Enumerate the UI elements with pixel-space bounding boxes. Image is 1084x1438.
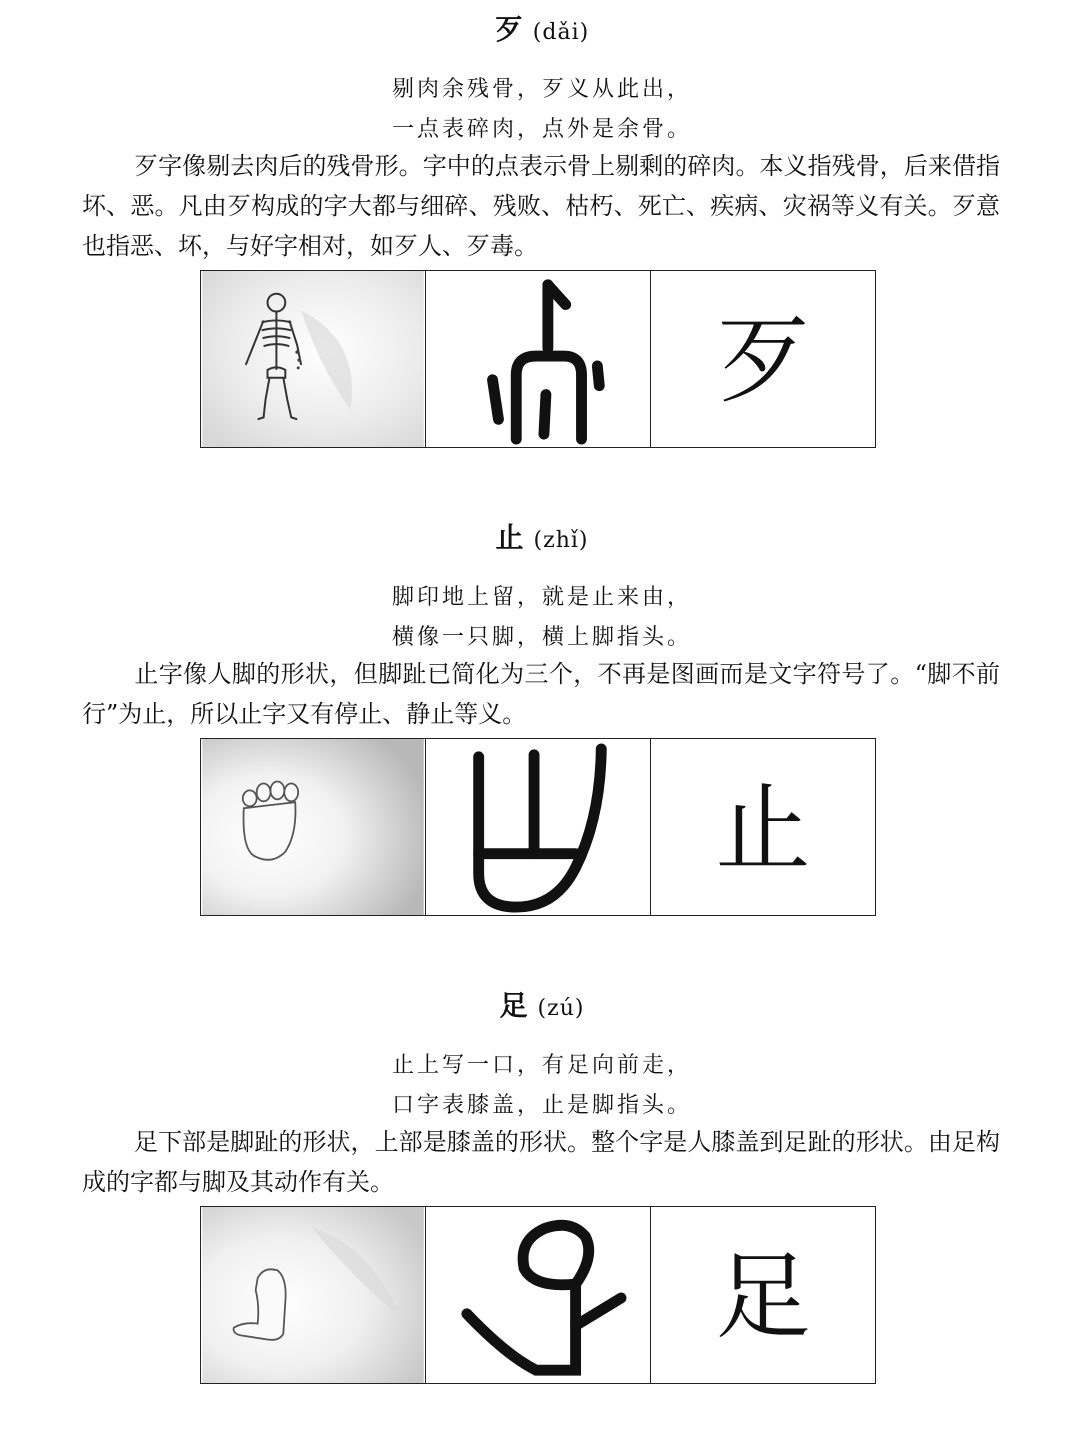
entry-description: 足下部是脚趾的形状，上部是膝盖的形状。整个字是人膝盖到足趾的形状。由足构成的字都与脚及其动作有关。 [82, 1128, 1000, 1196]
entry-pinyin: (zú) [537, 996, 585, 1021]
entry-description: 歹字像剔去肉后的残骨形。字中的点表示骨上剔剩的碎肉。本义指残骨，后来借指坏、恶。凡由歹构成的字大都与细碎、残败、枯朽、死亡、疾病、灾祸等义有关。歹意也指恶、坏，与好字相对，如歹人、歹毒。 [82, 152, 1000, 260]
rhyme-line-1: 脚印地上留，就是止来由， [391, 585, 692, 610]
ancient-script-panel [426, 1207, 651, 1383]
oracle-bone-dai-icon [426, 271, 650, 447]
foot-icon [201, 739, 425, 915]
modern-char-panel [651, 271, 875, 447]
foot-illustration [201, 739, 426, 915]
skeleton-illustration [201, 271, 426, 447]
entry-title-dai [0, 8, 1084, 48]
ancient-script-panel [426, 739, 651, 915]
rhyme-line-1: 剔肉余残骨，歹义从此出， [391, 77, 692, 102]
character-panels-dai [200, 270, 876, 448]
rhyme-line-2: 横像一只脚，横上脚指头。 [391, 625, 692, 650]
oracle-bone-zhi-icon [426, 739, 650, 915]
entry-char: 足 [499, 989, 528, 1022]
character-panels-zu [200, 1206, 876, 1384]
entry-char: 止 [495, 521, 524, 554]
leg-illustration [201, 1207, 426, 1383]
entry-pinyin: (zhǐ) [533, 528, 589, 553]
modern-char: 足 [715, 1242, 811, 1353]
ancient-script-panel [426, 271, 651, 447]
rhyme-line-2: 一点表碎肉，点外是余骨。 [391, 117, 692, 142]
entry-pinyin: (dǎi) [532, 20, 590, 45]
rhyme-line-1: 止上写一口，有足向前走， [391, 1053, 692, 1078]
modern-char: 歹 [715, 306, 811, 417]
entry-description: 止字像人脚的形状，但脚趾已简化为三个，不再是图画而是文字符号了。“脚不前行”为止，所以止字又有停止、静止等义。 [82, 660, 1000, 728]
rhyme-line-2: 口字表膝盖，止是脚指头。 [391, 1093, 692, 1118]
oracle-bone-zu-icon [426, 1207, 650, 1383]
character-panels-zhi [200, 738, 876, 916]
modern-char-panel [651, 739, 875, 915]
entry-char: 歹 [494, 13, 523, 46]
modern-char-panel [651, 1207, 875, 1383]
entry-title-zu [0, 984, 1084, 1024]
entry-title-zhi [0, 516, 1084, 556]
modern-char: 止 [715, 774, 811, 885]
skeleton-icon [201, 271, 425, 447]
leg-icon [201, 1207, 425, 1383]
